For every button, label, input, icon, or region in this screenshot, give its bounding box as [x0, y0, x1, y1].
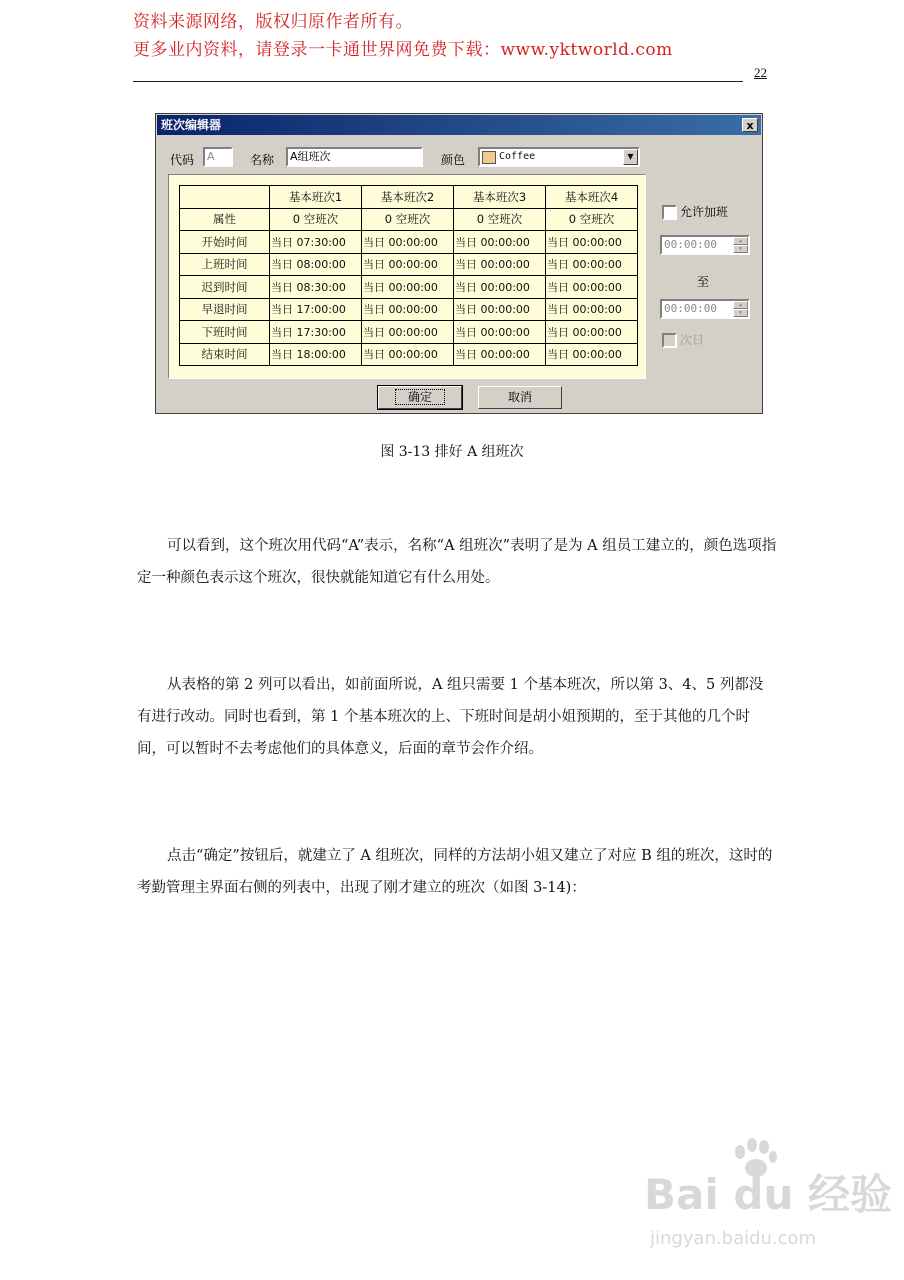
- watermark-url: jingyan.baidu.com: [650, 1228, 817, 1249]
- spin-up-icon[interactable]: ▲: [733, 301, 748, 309]
- table-cell[interactable]: 当日 00:00:00: [546, 253, 638, 276]
- table-cell[interactable]: 当日 08:30:00: [270, 276, 362, 299]
- table-cell[interactable]: 0 空班次: [270, 208, 362, 231]
- table-row: [180, 276, 638, 299]
- table-header-cell: 基本班次2: [362, 186, 454, 209]
- overtime-to-value: 00:00:00: [664, 302, 717, 315]
- table-cell[interactable]: 当日 00:00:00: [546, 298, 638, 321]
- figure-caption: 图 3-13 排好 A 组班次: [380, 444, 524, 460]
- table-cell[interactable]: 当日 17:30:00: [270, 321, 362, 344]
- table-row: [180, 231, 638, 254]
- table-row: [180, 298, 638, 321]
- watermark-text: Bai du 经验: [644, 1170, 892, 1219]
- table-cell[interactable]: 当日 17:00:00: [270, 298, 362, 321]
- table-cell[interactable]: 当日 00:00:00: [362, 253, 454, 276]
- table-cell[interactable]: 当日 00:00:00: [362, 276, 454, 299]
- row-label: 迟到时间: [180, 276, 270, 299]
- table-cell[interactable]: 当日 00:00:00: [546, 276, 638, 299]
- header-notice-line2: 更多业内资料，请登录一卡通世界网免费下载：www.yktworld.com: [133, 40, 673, 60]
- ok-button[interactable]: [378, 386, 462, 409]
- table-cell[interactable]: 当日 00:00:00: [546, 343, 638, 366]
- row-label: 结束时间: [180, 343, 270, 366]
- allow-overtime-label: 允许加班: [680, 205, 729, 219]
- to-label: 至: [697, 275, 710, 289]
- shift-editor-dialog: [155, 113, 763, 414]
- color-label: 颜色: [441, 153, 466, 167]
- name-label: 名称: [250, 153, 275, 167]
- header-rule: [133, 81, 743, 82]
- table-header-cell: 基本班次3: [454, 186, 546, 209]
- spin-down-icon[interactable]: ▼: [733, 309, 748, 317]
- table-cell[interactable]: 当日 00:00:00: [362, 231, 454, 254]
- paragraph: [137, 669, 777, 765]
- table-header-cell: 基本班次1: [270, 186, 362, 209]
- table-row: [180, 343, 638, 366]
- row-label: 开始时间: [180, 231, 270, 254]
- table-cell[interactable]: 0 空班次: [546, 208, 638, 231]
- code-field[interactable]: A: [203, 147, 233, 167]
- table-cell[interactable]: 当日 00:00:00: [362, 298, 454, 321]
- shift-grid-frame: [168, 174, 646, 379]
- allow-overtime-checkbox[interactable]: [662, 205, 677, 220]
- table-cell[interactable]: 当日 00:00:00: [454, 253, 546, 276]
- close-button[interactable]: x: [742, 118, 758, 132]
- next-day-checkbox[interactable]: [662, 333, 677, 348]
- color-value: Coffee: [499, 151, 536, 162]
- table-corner-cell: [180, 186, 270, 209]
- baidu-watermark: [640, 1138, 892, 1268]
- table-cell[interactable]: 当日 00:00:00: [454, 321, 546, 344]
- table-cell[interactable]: 当日 00:00:00: [362, 321, 454, 344]
- table-cell[interactable]: 当日 00:00:00: [454, 276, 546, 299]
- table-row: [180, 253, 638, 276]
- code-label: 代码: [170, 153, 195, 167]
- table-cell[interactable]: 当日 18:00:00: [270, 343, 362, 366]
- paragraph: [137, 530, 777, 594]
- overtime-to-spinner[interactable]: [660, 299, 750, 319]
- overtime-from-spinner[interactable]: [660, 235, 750, 255]
- table-cell[interactable]: 0 空班次: [454, 208, 546, 231]
- paragraph-text: 点击“确定”按钮后，就建立了 A 组班次，同样的方法胡小姐又建立了对应 B 组的班次，这时的考勤管理主界面右侧的列表中，出现了刚才建立的班次（如图 3-14)：: [137, 848, 773, 896]
- color-swatch: [482, 151, 496, 164]
- table-cell[interactable]: 当日 00:00:00: [454, 231, 546, 254]
- table-cell[interactable]: 当日 08:00:00: [270, 253, 362, 276]
- spin-down-icon[interactable]: ▼: [733, 245, 748, 253]
- table-cell[interactable]: 当日 00:00:00: [362, 343, 454, 366]
- table-header-row: [180, 186, 638, 209]
- spin-up-icon[interactable]: ▲: [733, 237, 748, 245]
- page-number: 22: [754, 65, 767, 80]
- table-cell[interactable]: 0 空班次: [362, 208, 454, 231]
- color-select[interactable]: [478, 147, 640, 167]
- table-row: [180, 208, 638, 231]
- cancel-button[interactable]: 取消: [478, 386, 562, 409]
- table-cell[interactable]: 当日 00:00:00: [454, 343, 546, 366]
- table-row: [180, 321, 638, 344]
- overtime-from-value: 00:00:00: [664, 238, 717, 251]
- ok-button-label: 确定: [395, 389, 445, 405]
- table-cell[interactable]: 当日 00:00:00: [546, 321, 638, 344]
- row-label: 早退时间: [180, 298, 270, 321]
- row-label: 上班时间: [180, 253, 270, 276]
- name-field[interactable]: A组班次: [286, 147, 423, 167]
- paragraph-text: 可以看到，这个班次用代码“A”表示，名称“A 组班次”表明了是为 A 组员工建立的，颜色选项指定一种颜色表示这个班次，很快就能知道它有什么用处。: [137, 538, 777, 586]
- next-day-label: 次日: [680, 333, 705, 347]
- paragraph: [137, 840, 777, 904]
- shift-table: [179, 185, 638, 366]
- row-label: 属性: [180, 208, 270, 231]
- row-label: 下班时间: [180, 321, 270, 344]
- chevron-down-icon[interactable]: ▼: [623, 149, 638, 165]
- header-notice-line1: 资料来源网络，版权归原作者所有。: [133, 12, 413, 32]
- dialog-title: 班次编辑器: [161, 118, 222, 132]
- dialog-titlebar: [157, 115, 761, 135]
- table-cell[interactable]: 当日 07:30:00: [270, 231, 362, 254]
- paragraph-text: 从表格的第 2 列可以看出，如前面所说，A 组只需要 1 个基本班次，所以第 3、4、5 列都没有进行改动。同时也看到，第 1 个基本班次的上、下班时间是胡小姐预期的，至于其他的几个时间，可以暂时不去考虑他们的具体意义，后面的章节会作介绍。: [137, 677, 764, 757]
- table-header-cell: 基本班次4: [546, 186, 638, 209]
- table-cell[interactable]: 当日 00:00:00: [454, 298, 546, 321]
- table-cell[interactable]: 当日 00:00:00: [546, 231, 638, 254]
